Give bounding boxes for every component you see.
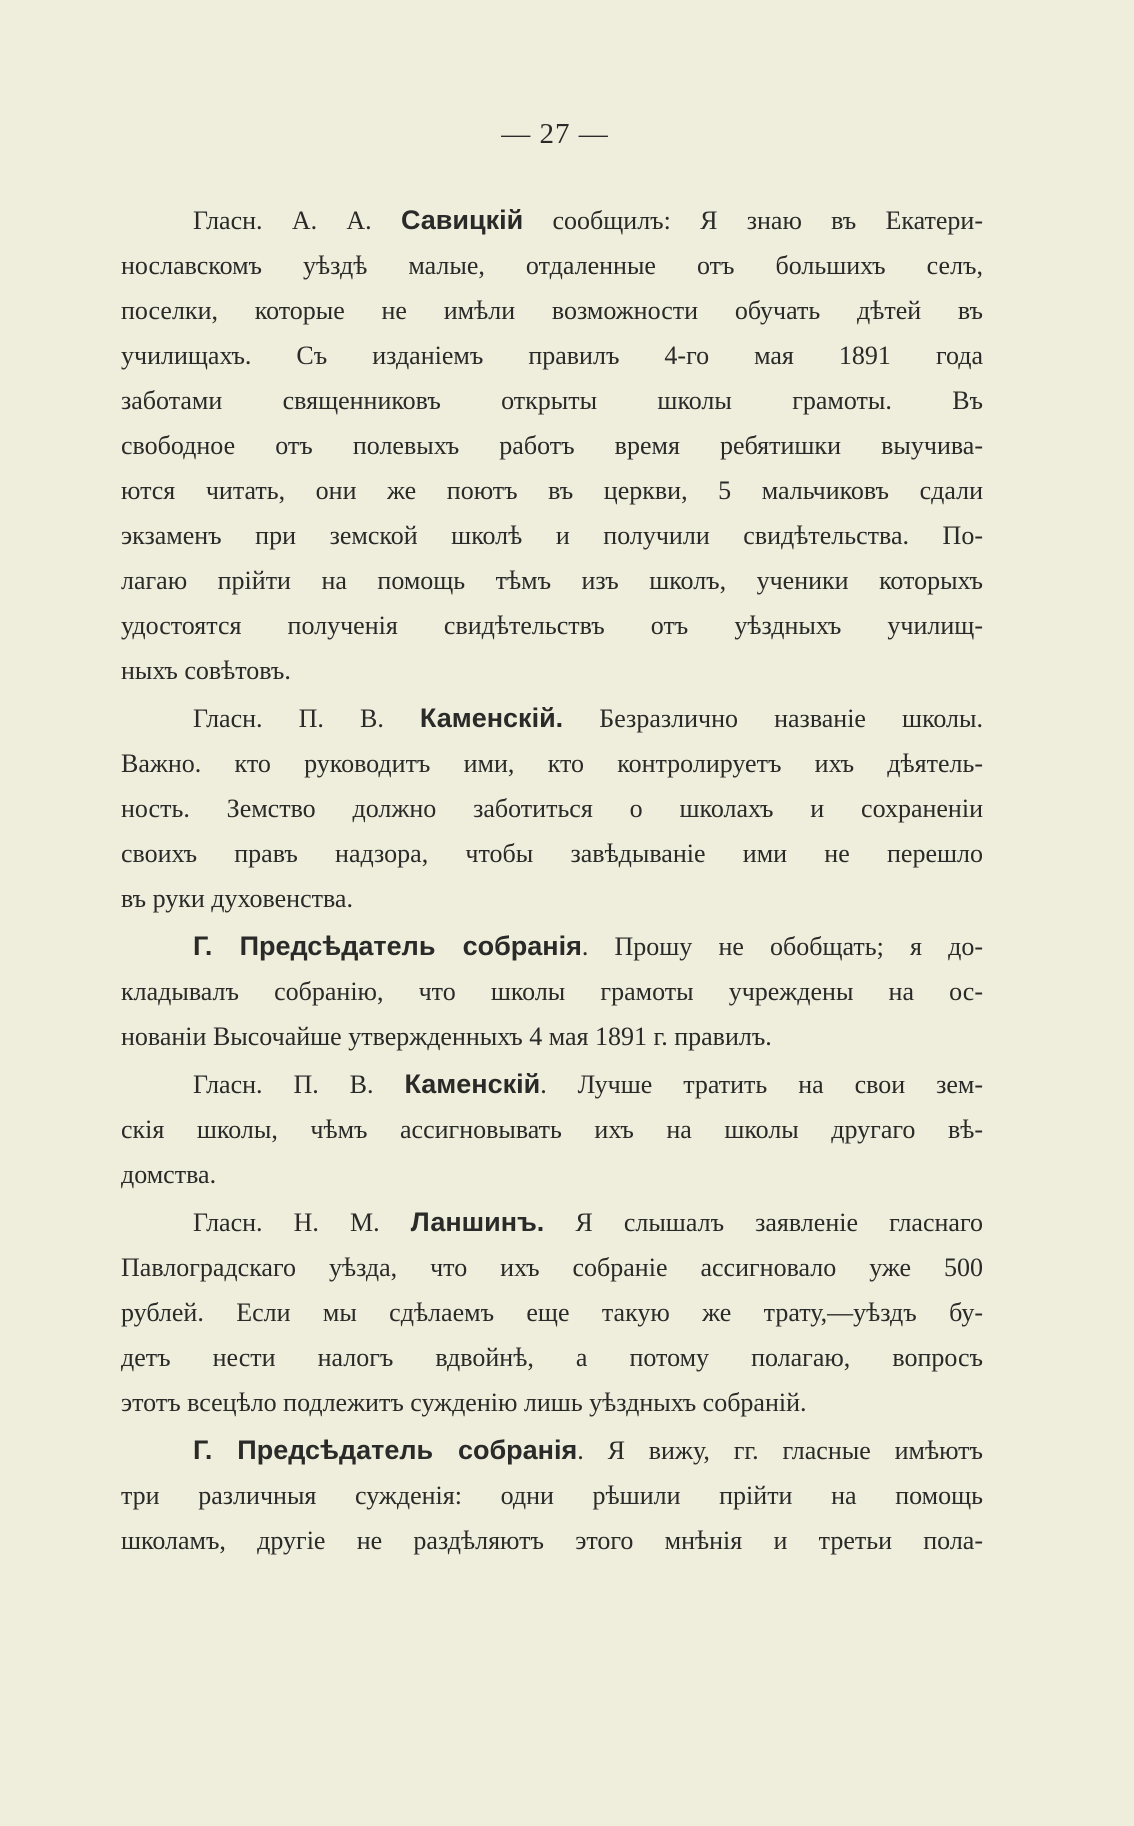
text-line: поселки, которые не имѣли возможности обучать дѣтей въ <box>121 296 983 325</box>
text-line: кладывалъ собранію, что школы грамоты учреждены на ос- <box>121 977 983 1006</box>
text-line: домства. <box>121 1160 217 1189</box>
text-line: ныхъ совѣтовъ. <box>121 656 291 685</box>
text-line: свободное отъ полевыхъ работъ время ребятишки выучива- <box>121 431 983 460</box>
text-line: Важно. кто руководитъ ими, кто контролируетъ ихъ дѣятель- <box>121 749 983 778</box>
text-line: училищахъ. Съ изданіемъ правилъ 4-го мая 1891 года <box>121 341 983 370</box>
paragraph <box>121 696 983 921</box>
text-line: нославскомъ уѣздѣ малые, отдаленные отъ большихъ селъ, <box>121 251 983 280</box>
text-line <box>121 198 983 243</box>
paragraph <box>121 1200 983 1425</box>
speech-text: . Лучше тратить на свои зем- <box>540 1070 983 1099</box>
text-line <box>121 924 983 969</box>
text-line: нованіи Высочайше утвержденныхъ 4 мая 1891 г. правилъ. <box>121 1022 772 1051</box>
text-line: экзаменъ при земской школѣ и получили свидѣтельства. По- <box>121 521 983 550</box>
text-line: ются читать, они же поютъ въ церкви, 5 мальчиковъ сдали <box>121 476 983 505</box>
speaker-prefix: Гласн. А. А. <box>193 206 401 235</box>
speech-text: . Прошу не обобщать; я до- <box>581 932 983 961</box>
text-line: три различныя сужденія: одни рѣшили прійти на помощь <box>121 1481 983 1510</box>
speaker-name: Ланшинъ. <box>410 1207 545 1237</box>
speaker-name: Г. Предсѣдатель собранія <box>193 931 582 961</box>
speaker-name: Савицкій <box>400 205 524 235</box>
paragraph <box>121 1428 983 1563</box>
text-line <box>121 1062 983 1107</box>
speaker-name: Г. Предсѣдатель собранія <box>193 1435 578 1465</box>
text-line: лагаю прійти на помощь тѣмъ изъ школъ, ученики которыхъ <box>121 566 983 595</box>
text-line <box>121 1428 983 1473</box>
speaker-prefix: Гласн. Н. М. <box>193 1208 411 1237</box>
speaker-name: Каменскій <box>404 1069 541 1099</box>
text-line: заботами священниковъ открыты школы грамоты. Въ <box>121 386 983 415</box>
speaker-prefix: Гласн. П. В. <box>193 1070 405 1099</box>
text-line: рублей. Если мы сдѣлаемъ еще такую же трату,—уѣздъ бу- <box>121 1298 983 1327</box>
text-line: въ руки духовенства. <box>121 884 353 913</box>
speaker-prefix: Гласн. П. В. <box>193 704 420 733</box>
text-line: школамъ, другіе не раздѣляютъ этого мнѣнія и третьи пола- <box>121 1526 983 1555</box>
speaker-name: Каменскій. <box>419 703 564 733</box>
text-line: ность. Земство должно заботиться о школахъ и сохраненіи <box>121 794 983 823</box>
paragraph <box>121 198 983 693</box>
speech-text: сообщилъ: Я знаю въ Екатери- <box>523 206 983 235</box>
paragraph <box>121 1062 983 1197</box>
text-line <box>121 696 983 741</box>
text-line <box>121 1200 983 1245</box>
text-line: детъ нести налогъ вдвойнѣ, а потому полагаю, вопросъ <box>121 1343 983 1372</box>
page-number: — 27 — <box>501 118 609 150</box>
text-line: своихъ правъ надзора, чтобы завѣдываніе ими не перешло <box>121 839 983 868</box>
speech-text: Безразлично названіе школы. <box>563 704 983 733</box>
body-text <box>121 198 983 1566</box>
speech-text: Я слышалъ заявленіе гласнаго <box>544 1208 983 1237</box>
text-line: удостоятся полученія свидѣтельствъ отъ уѣздныхъ училищ- <box>121 611 983 640</box>
text-line: этотъ всецѣло подлежитъ сужденію лишь уѣздныхъ собраній. <box>121 1388 807 1417</box>
paragraph <box>121 924 983 1059</box>
text-line: Павлоградскаго уѣзда, что ихъ собраніе ассигновало уже 500 <box>121 1253 983 1282</box>
speech-text: . Я вижу, гг. гласные имѣютъ <box>577 1436 983 1465</box>
text-line: скія школы, чѣмъ ассигновывать ихъ на школы другаго вѣ- <box>121 1115 983 1144</box>
